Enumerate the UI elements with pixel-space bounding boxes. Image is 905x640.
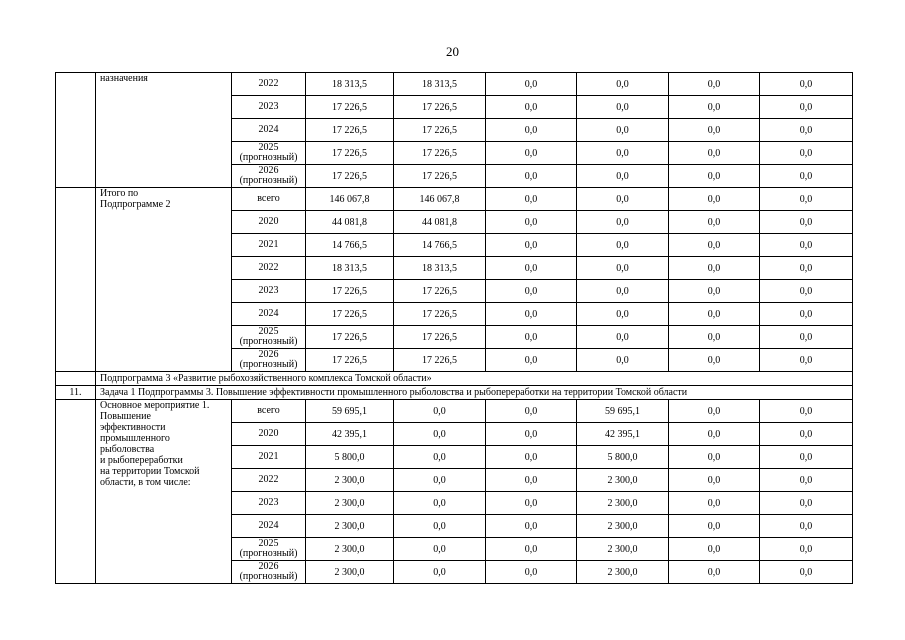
- amount-cell: 0,0: [577, 211, 669, 234]
- section-row: [56, 386, 853, 400]
- page-number: 20: [446, 44, 459, 59]
- amount-cell: 0,0: [669, 303, 760, 326]
- amount-cell: 0,0: [760, 515, 853, 538]
- amount-cell: 17 226,5: [394, 349, 486, 372]
- amount-cell: 2 300,0: [577, 492, 669, 515]
- amount-cell: 0,0: [669, 469, 760, 492]
- amount-cell: 0,0: [486, 349, 577, 372]
- amount-cell: 0,0: [669, 119, 760, 142]
- amount-cell: 42 395,1: [306, 423, 394, 446]
- amount-cell: 0,0: [394, 561, 486, 584]
- amount-cell: 0,0: [486, 423, 577, 446]
- amount-cell: 0,0: [577, 119, 669, 142]
- row-number-cell: [56, 400, 96, 584]
- period-cell: 2022: [232, 469, 306, 492]
- amount-cell: 44 081,8: [394, 211, 486, 234]
- amount-cell: 2 300,0: [306, 515, 394, 538]
- amount-cell: 0,0: [669, 492, 760, 515]
- amount-cell: 17 226,5: [306, 349, 394, 372]
- amount-cell: 0,0: [486, 515, 577, 538]
- amount-cell: 0,0: [486, 326, 577, 349]
- amount-cell: 0,0: [760, 73, 853, 96]
- amount-cell: 146 067,8: [394, 188, 486, 211]
- item-name-cell: назначения: [96, 73, 232, 188]
- amount-cell: 0,0: [760, 211, 853, 234]
- amount-cell: 14 766,5: [306, 234, 394, 257]
- amount-cell: 0,0: [486, 492, 577, 515]
- amount-cell: 0,0: [760, 257, 853, 280]
- amount-cell: 0,0: [486, 165, 577, 188]
- amount-cell: 0,0: [669, 188, 760, 211]
- period-cell: 2024: [232, 119, 306, 142]
- amount-cell: 0,0: [760, 234, 853, 257]
- amount-cell: 0,0: [760, 561, 853, 584]
- amount-cell: 2 300,0: [577, 469, 669, 492]
- amount-cell: 17 226,5: [306, 326, 394, 349]
- amount-cell: 0,0: [486, 188, 577, 211]
- period-cell: 2026 (прогнозный): [232, 349, 306, 372]
- amount-cell: 17 226,5: [394, 303, 486, 326]
- table-row: [56, 400, 853, 423]
- table-row: [56, 73, 853, 96]
- amount-cell: 17 226,5: [394, 96, 486, 119]
- amount-cell: 0,0: [486, 469, 577, 492]
- amount-cell: 0,0: [760, 96, 853, 119]
- amount-cell: 0,0: [760, 303, 853, 326]
- period-cell: 2021: [232, 234, 306, 257]
- amount-cell: 0,0: [486, 142, 577, 165]
- amount-cell: 14 766,5: [394, 234, 486, 257]
- amount-cell: 2 300,0: [306, 492, 394, 515]
- amount-cell: 17 226,5: [394, 165, 486, 188]
- amount-cell: 17 226,5: [306, 119, 394, 142]
- amount-cell: 2 300,0: [306, 538, 394, 561]
- amount-cell: 0,0: [394, 492, 486, 515]
- amount-cell: 2 300,0: [577, 515, 669, 538]
- period-cell: 2022: [232, 257, 306, 280]
- amount-cell: 0,0: [760, 469, 853, 492]
- item-name-cell: Основное мероприятие 1. Повышение эффективности промышленного рыболовства и рыбопереработки на территории Томской области, в том числе:: [96, 400, 232, 584]
- amount-cell: 2 300,0: [306, 469, 394, 492]
- amount-cell: 0,0: [486, 561, 577, 584]
- budget-table: [55, 72, 853, 584]
- amount-cell: 0,0: [577, 188, 669, 211]
- amount-cell: 0,0: [760, 280, 853, 303]
- amount-cell: 0,0: [760, 446, 853, 469]
- amount-cell: 59 695,1: [577, 400, 669, 423]
- amount-cell: 146 067,8: [306, 188, 394, 211]
- amount-cell: 59 695,1: [306, 400, 394, 423]
- amount-cell: 0,0: [669, 400, 760, 423]
- amount-cell: 0,0: [577, 303, 669, 326]
- amount-cell: 0,0: [760, 142, 853, 165]
- amount-cell: 0,0: [577, 165, 669, 188]
- amount-cell: 0,0: [577, 142, 669, 165]
- amount-cell: 5 800,0: [577, 446, 669, 469]
- amount-cell: 17 226,5: [394, 142, 486, 165]
- amount-cell: 0,0: [669, 142, 760, 165]
- amount-cell: 42 395,1: [577, 423, 669, 446]
- table-row: [56, 188, 853, 211]
- amount-cell: 0,0: [486, 280, 577, 303]
- amount-cell: 17 226,5: [394, 119, 486, 142]
- amount-cell: 0,0: [577, 326, 669, 349]
- amount-cell: 0,0: [760, 349, 853, 372]
- amount-cell: 0,0: [486, 234, 577, 257]
- period-cell: 2025 (прогнозный): [232, 142, 306, 165]
- period-cell: 2022: [232, 73, 306, 96]
- amount-cell: 0,0: [669, 515, 760, 538]
- amount-cell: 0,0: [394, 423, 486, 446]
- amount-cell: 0,0: [669, 165, 760, 188]
- amount-cell: 17 226,5: [394, 326, 486, 349]
- period-cell: 2024: [232, 303, 306, 326]
- amount-cell: 0,0: [577, 234, 669, 257]
- amount-cell: 17 226,5: [394, 280, 486, 303]
- amount-cell: 0,0: [394, 400, 486, 423]
- amount-cell: 0,0: [486, 257, 577, 280]
- amount-cell: 0,0: [760, 492, 853, 515]
- row-number-cell: [56, 372, 96, 386]
- amount-cell: 2 300,0: [577, 561, 669, 584]
- amount-cell: 0,0: [486, 303, 577, 326]
- period-cell: 2024: [232, 515, 306, 538]
- period-cell: 2020: [232, 423, 306, 446]
- period-cell: всего: [232, 400, 306, 423]
- amount-cell: 0,0: [760, 326, 853, 349]
- period-cell: 2026 (прогнозный): [232, 165, 306, 188]
- amount-cell: 0,0: [394, 469, 486, 492]
- amount-cell: 18 313,5: [394, 257, 486, 280]
- item-name-cell: Итого по Подпрограмме 2: [96, 188, 232, 372]
- amount-cell: 17 226,5: [306, 165, 394, 188]
- amount-cell: 0,0: [760, 119, 853, 142]
- amount-cell: 0,0: [669, 234, 760, 257]
- amount-cell: 0,0: [486, 400, 577, 423]
- amount-cell: 0,0: [577, 349, 669, 372]
- amount-cell: 0,0: [669, 280, 760, 303]
- table-body: [56, 73, 853, 584]
- amount-cell: 18 313,5: [306, 73, 394, 96]
- amount-cell: 17 226,5: [306, 142, 394, 165]
- amount-cell: 0,0: [669, 326, 760, 349]
- amount-cell: 0,0: [486, 211, 577, 234]
- amount-cell: 0,0: [760, 165, 853, 188]
- amount-cell: 18 313,5: [394, 73, 486, 96]
- amount-cell: 0,0: [577, 257, 669, 280]
- amount-cell: 17 226,5: [306, 96, 394, 119]
- row-number-cell: [56, 73, 96, 188]
- amount-cell: 0,0: [669, 423, 760, 446]
- row-number-cell: 11.: [56, 386, 96, 400]
- amount-cell: 18 313,5: [306, 257, 394, 280]
- period-cell: 2025 (прогнозный): [232, 538, 306, 561]
- amount-cell: 44 081,8: [306, 211, 394, 234]
- amount-cell: 0,0: [394, 515, 486, 538]
- amount-cell: 0,0: [669, 538, 760, 561]
- period-cell: 2023: [232, 96, 306, 119]
- amount-cell: 0,0: [760, 400, 853, 423]
- period-cell: 2020: [232, 211, 306, 234]
- section-title-cell: Подпрограмма 3 «Развитие рыбохозяйственного комплекса Томской области»: [96, 372, 853, 386]
- section-title-cell: Задача 1 Подпрограммы 3. Повышение эффективности промышленного рыболовства и рыбопереработки на территории Томской области: [96, 386, 853, 400]
- period-cell: всего: [232, 188, 306, 211]
- amount-cell: 0,0: [669, 73, 760, 96]
- amount-cell: 17 226,5: [306, 303, 394, 326]
- amount-cell: 0,0: [486, 446, 577, 469]
- amount-cell: 0,0: [577, 73, 669, 96]
- amount-cell: 2 300,0: [577, 538, 669, 561]
- amount-cell: 0,0: [394, 446, 486, 469]
- period-cell: 2023: [232, 280, 306, 303]
- amount-cell: 0,0: [669, 96, 760, 119]
- amount-cell: 0,0: [669, 349, 760, 372]
- amount-cell: 0,0: [577, 280, 669, 303]
- period-cell: 2026 (прогнозный): [232, 561, 306, 584]
- amount-cell: 0,0: [760, 188, 853, 211]
- amount-cell: 0,0: [669, 211, 760, 234]
- amount-cell: 0,0: [394, 538, 486, 561]
- amount-cell: 0,0: [669, 257, 760, 280]
- amount-cell: 0,0: [486, 96, 577, 119]
- amount-cell: 0,0: [669, 561, 760, 584]
- period-cell: 2023: [232, 492, 306, 515]
- amount-cell: 0,0: [760, 423, 853, 446]
- amount-cell: 0,0: [669, 446, 760, 469]
- section-row: [56, 372, 853, 386]
- amount-cell: 2 300,0: [306, 561, 394, 584]
- amount-cell: 0,0: [486, 119, 577, 142]
- amount-cell: 17 226,5: [306, 280, 394, 303]
- amount-cell: 0,0: [760, 538, 853, 561]
- period-cell: 2025 (прогнозный): [232, 326, 306, 349]
- amount-cell: 0,0: [486, 538, 577, 561]
- row-number-cell: [56, 188, 96, 372]
- period-cell: 2021: [232, 446, 306, 469]
- amount-cell: 0,0: [486, 73, 577, 96]
- amount-cell: 5 800,0: [306, 446, 394, 469]
- amount-cell: 0,0: [577, 96, 669, 119]
